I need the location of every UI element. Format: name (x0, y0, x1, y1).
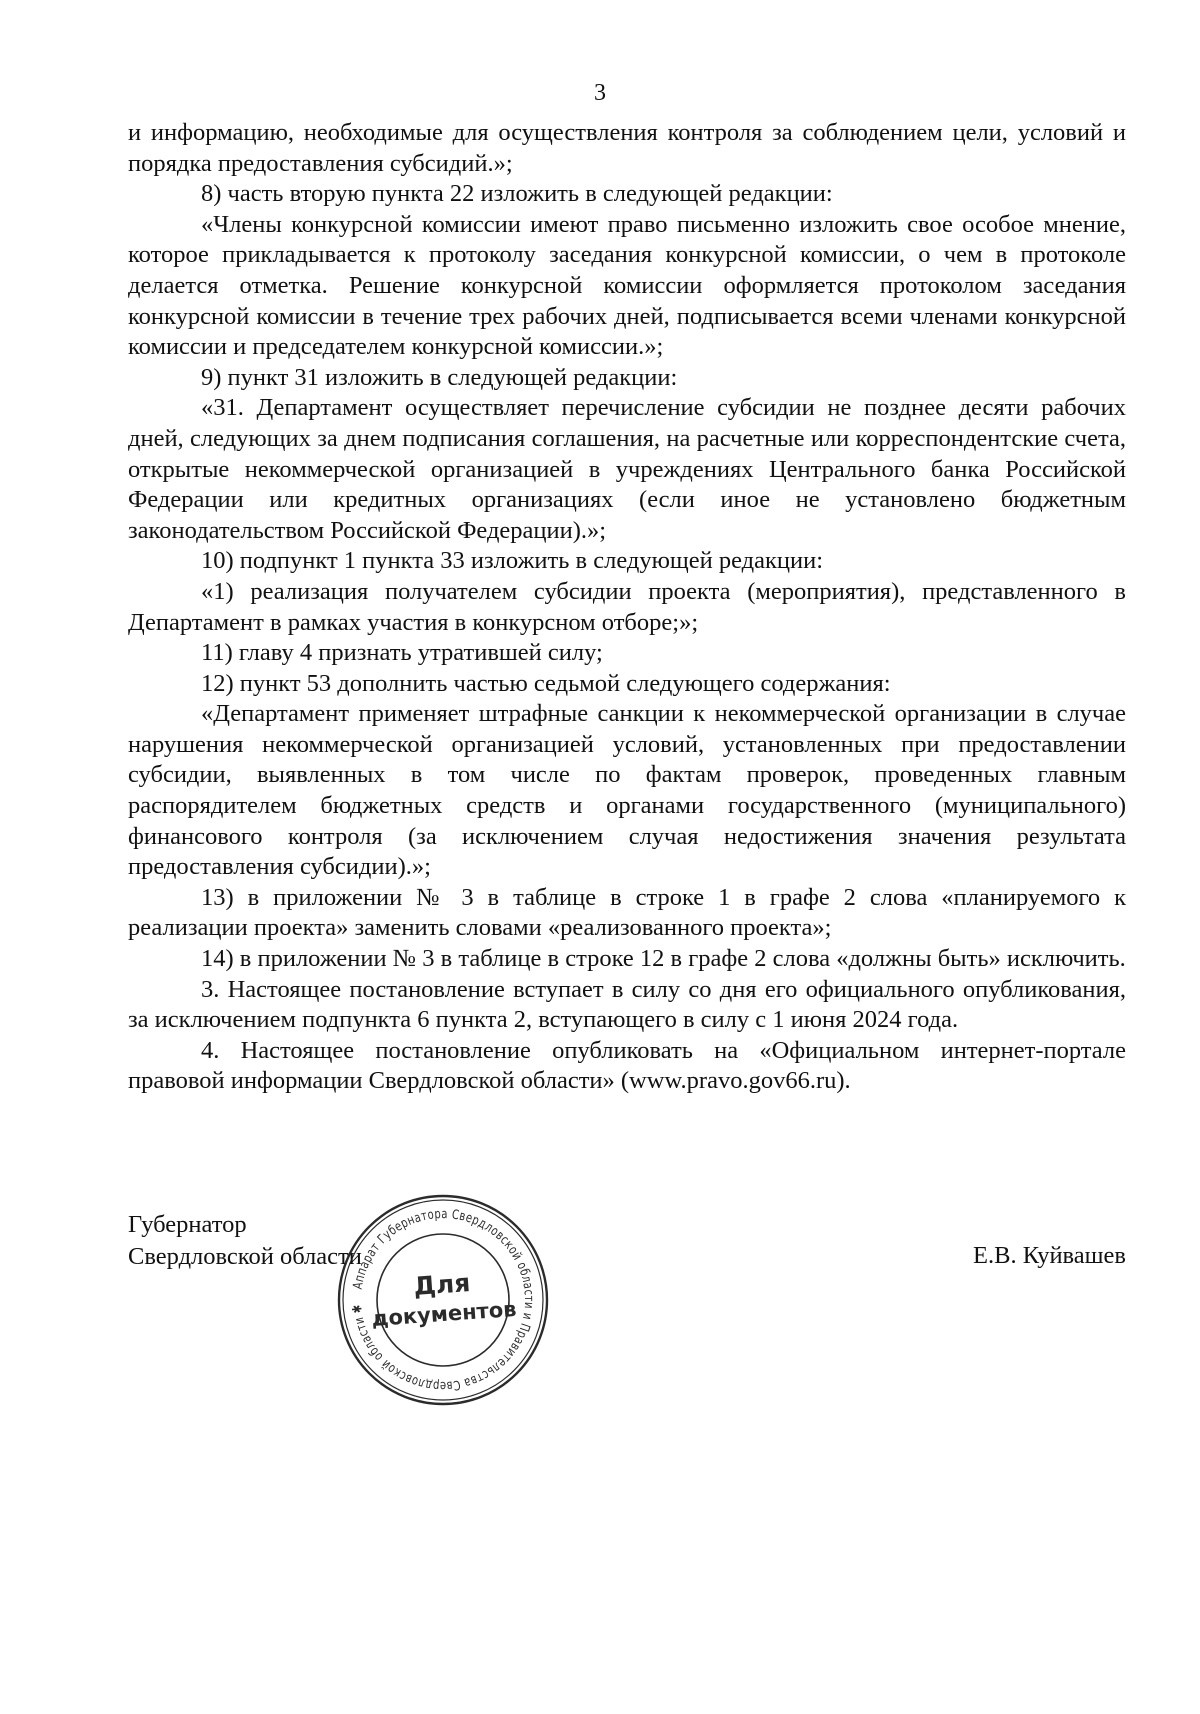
paragraph: 3. Настоящее постановление вступает в силу со дня его официального опубликования, за исключением подпункта 6 пункта 2, вступающего в силу с 1 июня 2024 года. (128, 975, 1126, 1034)
paragraph: «31. Департамент осуществляет перечисление субсидии не позднее десяти рабочих дней, следующих за днем подписания соглашения, на расчетные или корреспондентские счета, открытые некоммерческой организацией в учреждениях Центрального банка Российской Федерации или кредитных организациях (если иное не установлено бюджетным законодательством Российской Федерации).»; (128, 394, 1126, 544)
page-number: 3 (594, 80, 606, 106)
paragraph: 4. Настоящее постановление опубликовать на «Официальном интернет-портале правовой информации Свердловской области» (www.pravo.gov66.ru). (128, 1036, 1126, 1095)
signatory-title-line2: Свердловской области (128, 1243, 362, 1270)
document-body (128, 118, 1126, 1097)
paragraph: 10) подпункт 1 пункта 33 изложить в следующей редакции: (201, 547, 824, 575)
paragraph: 13) в приложении № 3 в таблице в строке 1 в графе 2 слова «планируемого к реализации проекта» заменить словами «реализованного проекта»; (128, 883, 1126, 942)
paragraph: «Департамент применяет штрафные санкции к некоммерческой организации в случае нарушения некоммерческой организацией условий, установленных при предоставлении субсидии, выявленных в том числе по фактам проверок, проведенных главным распорядителем бюджетных средств и органами государственного (муниципального) финансового контроля (за исключением случая недостижения значения результата предоставления субсидии).»; (128, 700, 1126, 881)
paragraph: и информацию, необходимые для осуществления контроля за соблюдением цели, условий и порядка предоставления субсидий.»; (128, 119, 1126, 177)
signatory-name: Е.В. Куйвашев (973, 1242, 1126, 1269)
seal-center-line2: документов (370, 1296, 518, 1331)
seal-outer-ring (339, 1196, 547, 1404)
paragraph: «1) реализация получателем субсидии проекта (мероприятия), представленного в Департамент в рамках участия в конкурсном отборе;»; (128, 577, 1126, 636)
signatory-title-line1: Губернатор (128, 1211, 247, 1238)
signatory-title (128, 1209, 362, 1273)
official-seal-stamp (336, 1193, 550, 1407)
paragraph: 11) главу 4 признать утратившей силу; (201, 639, 603, 667)
paragraph: 14) в приложении № 3 в таблице в строке 12 в графе 2 слова «должны быть» исключить. (201, 945, 1126, 973)
paragraph: 8) часть вторую пункта 22 изложить в следующей редакции: (201, 180, 833, 208)
paragraph: 9) пункт 31 изложить в следующей редакции: (201, 363, 678, 391)
paragraph: «Члены конкурсной комиссии имеют право письменно изложить свое особое мнение, которое прикладывается к протоколу заседания конкурсной комиссии, о чем в протоколе делается отметка. Решение конкурсной комиссии оформляется протоколом заседания конкурсной комиссии в течение трех рабочих дней, подписывается всеми членами конкурсной комиссии и председателем конкурсной комиссии.»; (128, 210, 1126, 361)
seal-ring-textpath: Аппарат Губернатора Свердловской области и Правительства Свердловской области ✱ (349, 1206, 537, 1394)
seal-center-line1: Для (412, 1268, 472, 1301)
paragraph: 12) пункт 53 дополнить частью седьмой следующего содержания: (201, 669, 891, 697)
